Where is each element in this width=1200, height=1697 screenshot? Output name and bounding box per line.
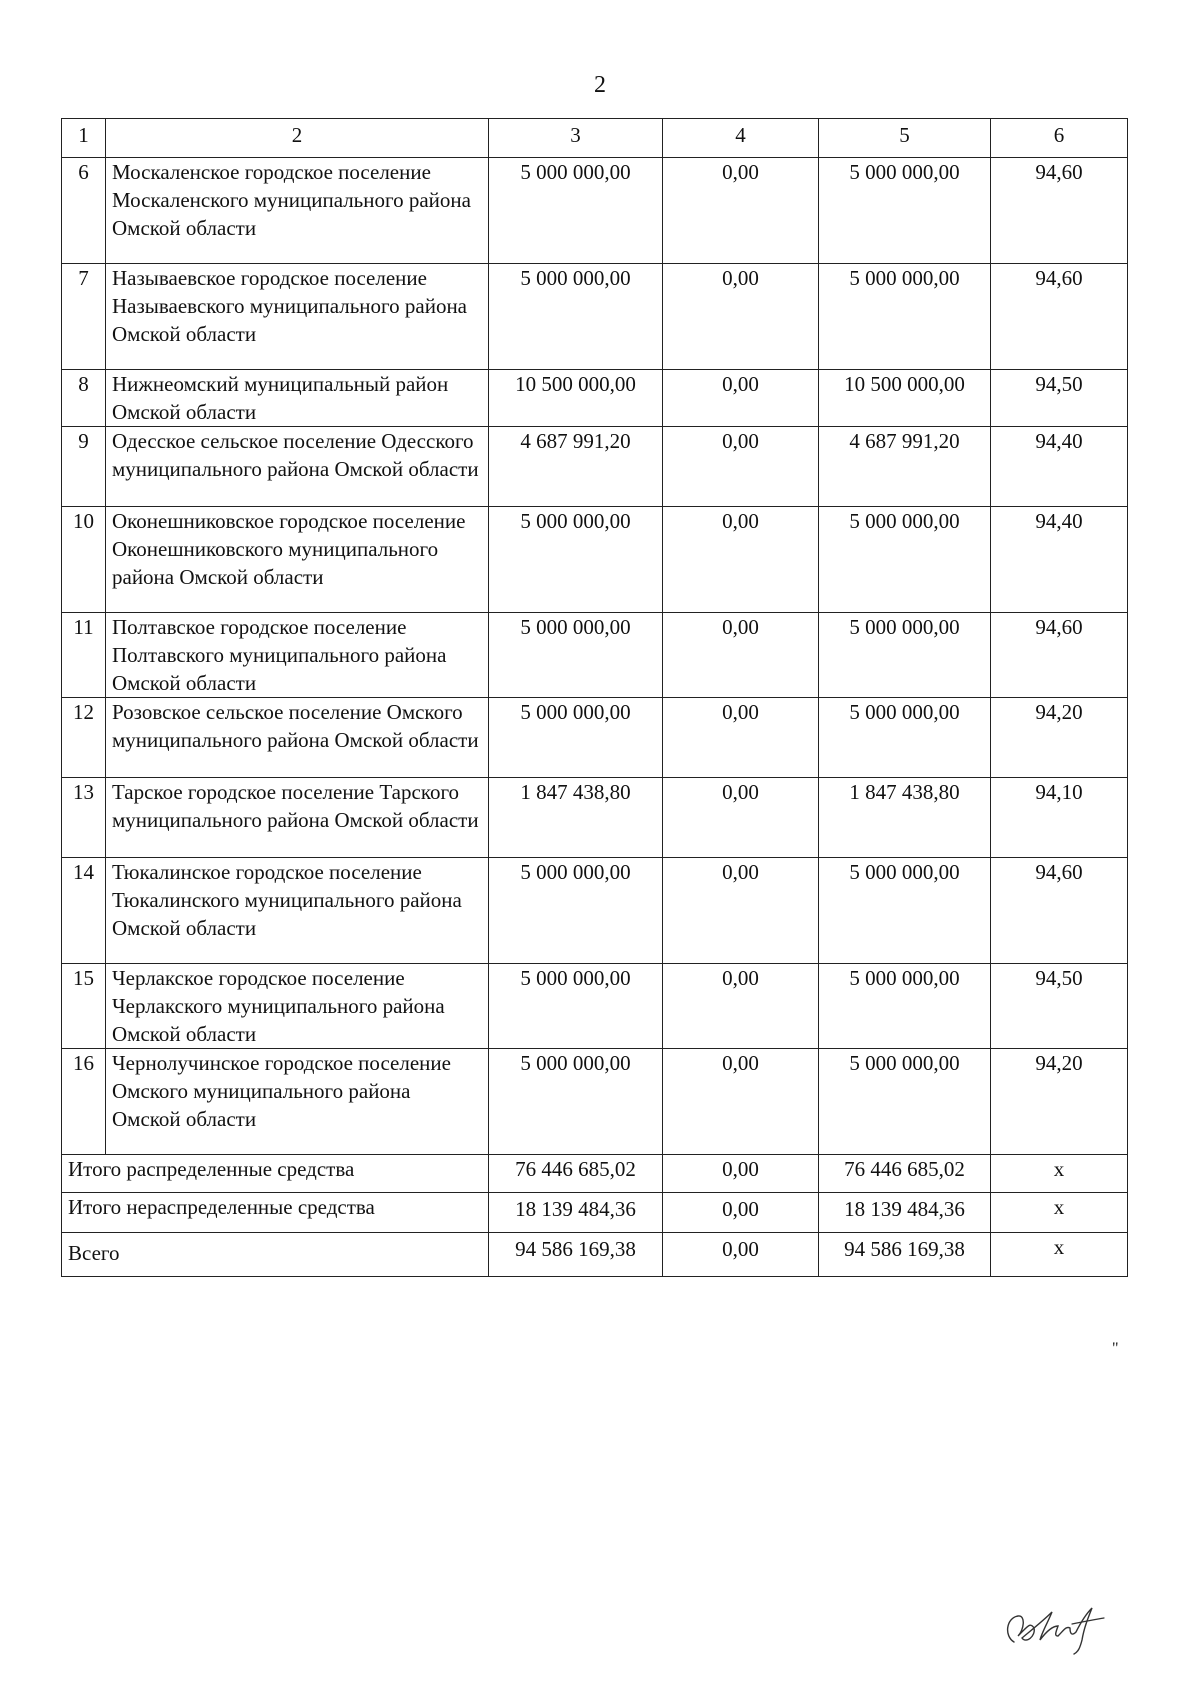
table-row: [62, 698, 1128, 778]
amount-col3: 4 687 991,20: [489, 427, 663, 507]
municipality-name: Розовское сельское поселение Омского муниципального района Омской области: [106, 698, 489, 778]
column-number-header-row: [62, 119, 1128, 158]
row-number: 7: [62, 264, 106, 370]
percent-col6: 94,40: [991, 427, 1128, 507]
amount-col5: 5 000 000,00: [819, 264, 991, 370]
amount-col3: 5 000 000,00: [489, 964, 663, 1049]
table-row: [62, 964, 1128, 1049]
total-col4: 0,00: [663, 1233, 819, 1277]
amount-col5: 5 000 000,00: [819, 158, 991, 264]
table-row: [62, 370, 1128, 427]
percent-col6: 94,60: [991, 158, 1128, 264]
amount-col5: 4 687 991,20: [819, 427, 991, 507]
municipality-name: Черлакское городское поселение Черлакского муниципального района Омской области: [106, 964, 489, 1049]
percent-col6: 94,20: [991, 1049, 1128, 1155]
total-col4: 0,00: [663, 1193, 819, 1233]
percent-col6: 94,50: [991, 370, 1128, 427]
row-number: 9: [62, 427, 106, 507]
amount-col3: 5 000 000,00: [489, 858, 663, 964]
row-number: 13: [62, 778, 106, 858]
amount-col3: 5 000 000,00: [489, 698, 663, 778]
municipality-name: Одесское сельское поселение Одесского муниципального района Омской области: [106, 427, 489, 507]
amount-col5: 5 000 000,00: [819, 1049, 991, 1155]
header-cell: 5: [819, 119, 991, 158]
header-cell: 4: [663, 119, 819, 158]
total-col6: x: [991, 1233, 1128, 1277]
municipality-name: Полтавское городское поселение Полтавского муниципального района Омской области: [106, 613, 489, 698]
total-label: Всего: [62, 1233, 489, 1277]
amount-col3: 10 500 000,00: [489, 370, 663, 427]
table-row: [62, 1049, 1128, 1155]
amount-col3: 5 000 000,00: [489, 613, 663, 698]
total-col5: 18 139 484,36: [819, 1193, 991, 1233]
amount-col4: 0,00: [663, 427, 819, 507]
total-col3: 94 586 169,38: [489, 1233, 663, 1277]
total-row-distributed: [62, 1155, 1128, 1193]
percent-col6: 94,60: [991, 264, 1128, 370]
municipality-name: Нижнеомский муниципальный район Омской области: [106, 370, 489, 427]
amount-col5: 5 000 000,00: [819, 507, 991, 613]
amount-col3: 5 000 000,00: [489, 264, 663, 370]
row-number: 14: [62, 858, 106, 964]
total-label: Итого распределенные средства: [62, 1155, 489, 1193]
amount-col5: 5 000 000,00: [819, 698, 991, 778]
percent-col6: 94,40: [991, 507, 1128, 613]
amount-col4: 0,00: [663, 858, 819, 964]
total-label: Итого нераспределенные средства: [62, 1193, 489, 1233]
total-col3: 18 139 484,36: [489, 1193, 663, 1233]
amount-col4: 0,00: [663, 613, 819, 698]
amount-col3: 5 000 000,00: [489, 1049, 663, 1155]
allocation-table: [61, 118, 1128, 1277]
amount-col4: 0,00: [663, 158, 819, 264]
table-row: [62, 858, 1128, 964]
total-col5: 76 446 685,02: [819, 1155, 991, 1193]
total-col6: x: [991, 1155, 1128, 1193]
total-col3: 76 446 685,02: [489, 1155, 663, 1193]
signature: [1000, 1596, 1110, 1656]
closing-quote-mark: ": [1112, 1340, 1119, 1357]
row-number: 15: [62, 964, 106, 1049]
row-number: 10: [62, 507, 106, 613]
table-row: [62, 778, 1128, 858]
municipality-name: Тюкалинское городское поселение Тюкалинского муниципального района Омской области: [106, 858, 489, 964]
amount-col5: 10 500 000,00: [819, 370, 991, 427]
header-cell: 6: [991, 119, 1128, 158]
row-number: 8: [62, 370, 106, 427]
amount-col5: 5 000 000,00: [819, 613, 991, 698]
amount-col4: 0,00: [663, 698, 819, 778]
municipality-name: Оконешниковское городское поселение Оконешниковского муниципального района Омской области: [106, 507, 489, 613]
total-col4: 0,00: [663, 1155, 819, 1193]
amount-col3: 5 000 000,00: [489, 507, 663, 613]
table-row: [62, 507, 1128, 613]
amount-col4: 0,00: [663, 778, 819, 858]
percent-col6: 94,60: [991, 858, 1128, 964]
row-number: 11: [62, 613, 106, 698]
amount-col5: 1 847 438,80: [819, 778, 991, 858]
amount-col4: 0,00: [663, 370, 819, 427]
amount-col3: 1 847 438,80: [489, 778, 663, 858]
total-col6: x: [991, 1193, 1128, 1233]
header-cell: 2: [106, 119, 489, 158]
row-number: 6: [62, 158, 106, 264]
percent-col6: 94,20: [991, 698, 1128, 778]
percent-col6: 94,10: [991, 778, 1128, 858]
percent-col6: 94,50: [991, 964, 1128, 1049]
table-row: [62, 158, 1128, 264]
municipality-name: Тарское городское поселение Тарского муниципального района Омской области: [106, 778, 489, 858]
municipality-name: Чернолучинское городское поселение Омского муниципального района Омской области: [106, 1049, 489, 1155]
amount-col5: 5 000 000,00: [819, 964, 991, 1049]
amount-col4: 0,00: [663, 1049, 819, 1155]
amount-col3: 5 000 000,00: [489, 158, 663, 264]
municipality-name: Называевское городское поселение Называевского муниципального района Омской области: [106, 264, 489, 370]
total-col5: 94 586 169,38: [819, 1233, 991, 1277]
amount-col4: 0,00: [663, 507, 819, 613]
header-cell: 3: [489, 119, 663, 158]
page-number: 2: [594, 72, 606, 98]
table-row: [62, 264, 1128, 370]
header-cell: 1: [62, 119, 106, 158]
amount-col4: 0,00: [663, 964, 819, 1049]
amount-col5: 5 000 000,00: [819, 858, 991, 964]
municipality-name: Москаленское городское поселение Москаленского муниципального района Омской области: [106, 158, 489, 264]
table-row: [62, 613, 1128, 698]
total-row-undistributed: [62, 1193, 1128, 1233]
percent-col6: 94,60: [991, 613, 1128, 698]
total-row-grand: [62, 1233, 1128, 1277]
row-number: 16: [62, 1049, 106, 1155]
amount-col4: 0,00: [663, 264, 819, 370]
table-row: [62, 427, 1128, 507]
row-number: 12: [62, 698, 106, 778]
